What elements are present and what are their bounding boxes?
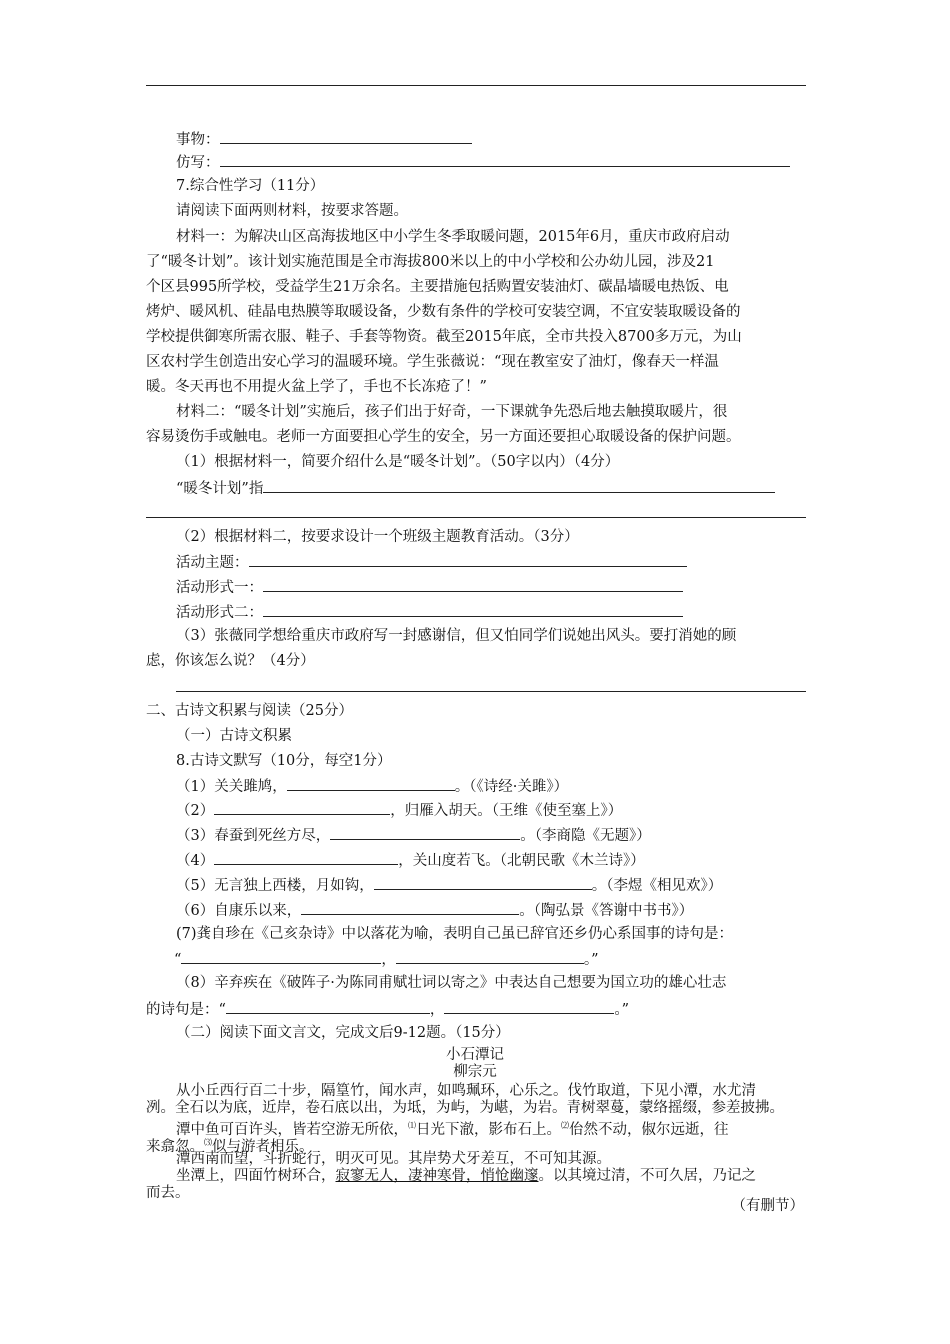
passage-p2: 潭中鱼可百许头，皆若空游无所依，⑴日光下澈，影布石上。⑵佁然不动，俶尔远逝，往	[176, 1121, 729, 1138]
recite-blank-1[interactable]	[287, 775, 455, 791]
form1-label: 活动形式一：	[176, 580, 263, 596]
thing-line	[176, 128, 472, 150]
material1-line: 烤炉、暖风机、硅晶电热膜等取暖设备，少数有条件的学校可安装空调，不宜安装取暖设备的	[146, 304, 741, 320]
material1-line: 材料一：为解决山区高海拔地区中小学生冬季取暖问题，2015年6月，重庆市政府启动	[176, 229, 730, 245]
q7-sub1-answer-line	[176, 477, 775, 499]
passage-p2-cont: 来翕忽。⑶似与游者相乐。	[146, 1138, 314, 1155]
section2-part1: （一）古诗文积累	[176, 728, 292, 744]
q7-instruction: 请阅读下面两则材料，按要求答题。	[176, 203, 408, 219]
sub1-prefix: “暖冬计划”指	[176, 481, 264, 497]
passage-author: 柳宗元	[453, 1064, 497, 1080]
q7-sub3: （3）张薇同学想给重庆市政府写一封感谢信，但又怕同学们说她出风头。要打消她的顾	[176, 628, 737, 644]
q7-sub3-cont: 虑，你该怎么说？（4分）	[146, 653, 315, 669]
recite-blank-6[interactable]	[301, 899, 519, 915]
theme-answer-blank[interactable]	[249, 551, 687, 567]
sub1-answer-line-2[interactable]	[146, 517, 806, 518]
recite-item-2: （2） ，归雁入胡天。（王维《使至塞上》）	[176, 799, 622, 821]
recite-blank-2[interactable]	[214, 799, 390, 815]
material2-line: 容易烫伤手或触电。老师一方面要担心学生的安全，另一方面还要担心取暖设备的保护问题。	[146, 429, 741, 445]
recite-item-8-answer: 的诗句是：“ ， 。”	[146, 998, 629, 1020]
q7-title: 7.综合性学习（11分）	[176, 178, 325, 194]
recite-blank-8a[interactable]	[226, 998, 430, 1014]
recite-item-6: （6）自康乐以来， 。（陶弘景《答谢中书书》）	[176, 899, 693, 921]
sub1-answer-blank[interactable]	[263, 477, 775, 493]
theme-label: 活动主题：	[176, 555, 249, 571]
form2-answer-blank[interactable]	[263, 601, 683, 617]
recite-blank-4[interactable]	[214, 849, 398, 865]
thing-label: 事物：	[176, 132, 220, 148]
recite-item-7: (7)龚自珍在《己亥杂诗》中以落花为喻，表明自己虽已辞官还乡仍心系国事的诗句是：	[176, 926, 734, 942]
theme-line	[176, 551, 687, 573]
imitate-label: 仿写：	[176, 155, 220, 171]
passage-p4-cont: 而去。	[146, 1185, 190, 1201]
recite-item-1: （1）关关雎鸠， 。（《诗经·关雎》）	[176, 775, 568, 797]
material1-line: 学校提供御寒所需衣服、鞋子、手套等物资。截至2015年底，全市共投入8700多万元，为山	[146, 329, 742, 345]
header-rule	[146, 85, 806, 86]
passage-title: 小石潭记	[446, 1047, 504, 1063]
recite-blank-7b[interactable]	[396, 948, 584, 964]
abridged-note: （有删节）	[731, 1198, 804, 1214]
passage-p3: 潭西南而望，斗折蛇行，明灭可见。其岸势犬牙差互，不可知其源。	[176, 1151, 611, 1167]
recite-item-7-answer: “ ， 。”	[174, 948, 599, 970]
form1-line	[176, 576, 683, 598]
section2-part2: （二）阅读下面文言文，完成文后9-12题。（15分）	[176, 1025, 510, 1041]
footnote-marker-2: ⑵	[561, 1121, 569, 1130]
recite-blank-7a[interactable]	[181, 948, 381, 964]
material2-line: 材料二：“暖冬计划”实施后，孩子们出于好奇，一下课就争先恐后地去触摸取暖片，很	[176, 404, 728, 420]
section2-title: 二、古诗文积累与阅读（25分）	[146, 703, 353, 719]
form2-label: 活动形式二：	[176, 605, 263, 621]
recite-blank-3[interactable]	[330, 824, 520, 840]
footnote-marker-1: ⑴	[408, 1121, 416, 1130]
q8-title: 8.古诗文默写（10分，每空1分）	[176, 753, 392, 769]
sub3-answer-line[interactable]	[176, 691, 806, 692]
recite-blank-8b[interactable]	[444, 998, 614, 1014]
imitate-answer-blank[interactable]	[220, 151, 790, 167]
material1-line: 个区县995所学校，受益学生21万余名。主要措施包括购置安装油灯、碳晶墙暖电热饭、电	[146, 279, 729, 295]
passage-p4: 坐潭上，四面竹树环合，寂寥无人，凄神寒骨，悄怆幽邃。以其境过清，不可久居，乃记之	[176, 1168, 756, 1184]
material1-line: 暖。冬天再也不用提火盆上学了，手也不长冻疮了！”	[146, 379, 487, 395]
recite-item-4: （4） ，关山度若飞。（北朝民歌《木兰诗》）	[176, 849, 645, 871]
imitate-line	[176, 151, 790, 173]
q7-sub2: （2）根据材料二，按要求设计一个班级主题教育活动。（3分）	[176, 529, 579, 545]
form1-answer-blank[interactable]	[263, 576, 683, 592]
underlined-sentence: 寂寥无人，凄神寒骨，悄怆幽邃	[335, 1168, 539, 1184]
form2-line	[176, 601, 683, 623]
recite-item-8: （8）辛弃疾在《破阵子·为陈同甫赋壮词以寄之》中表达自己想要为国立功的雄心壮志	[176, 975, 727, 991]
material1-line: 了“暖冬计划”。该计划实施范围是全市海拔800米以上的中小学校和公办幼儿园，涉及21	[146, 254, 715, 270]
material1-line: 区农村学生创造出安心学习的温暖环境。学生张薇说：“现在教室安了油灯，像春天一样温	[146, 354, 719, 370]
recite-item-5: （5）无言独上西楼，月如钩， 。（李煜《相见欢》）	[176, 874, 722, 896]
recite-item-3: （3）春蚕到死丝方尽， 。（李商隐《无题》）	[176, 824, 651, 846]
q7-sub1: （1）根据材料一，简要介绍什么是“暖冬计划”。（50字以内）（4分）	[176, 454, 620, 470]
thing-answer-blank[interactable]	[220, 128, 472, 144]
recite-blank-5[interactable]	[374, 874, 592, 890]
passage-p1-cont: 冽。全石以为底，近岸，卷石底以出，为坻，为屿，为嵁，为岩。青树翠蔓，蒙络摇缀，参差披拂。	[146, 1100, 784, 1116]
passage-p1: 从小丘西行百二十步，隔篁竹，闻水声，如鸣珮环，心乐之。伐竹取道，下见小潭，水尤清	[176, 1083, 756, 1099]
footnote-marker-3: ⑶	[204, 1138, 212, 1147]
